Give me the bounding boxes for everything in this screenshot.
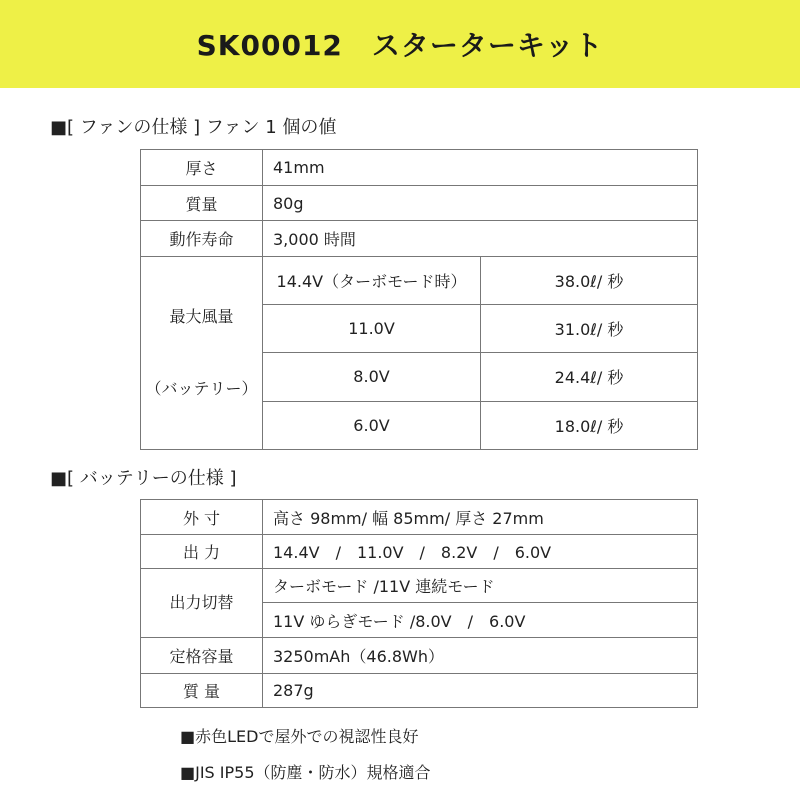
max-airflow-label <box>141 257 263 450</box>
airflow-value: 31.0ℓ/ 秒 <box>481 304 698 352</box>
output-value: 14.4V / 11.0V / 8.2V / 6.0V <box>263 535 698 569</box>
airflow-value: 38.0ℓ/ 秒 <box>481 257 698 305</box>
table-row <box>141 674 698 708</box>
airflow-value: 24.4ℓ/ 秒 <box>481 352 698 401</box>
airflow-mode: 8.0V <box>263 352 481 401</box>
capacity-value: 3250mAh（46.8Wh） <box>263 638 698 674</box>
thickness-label: 厚さ <box>141 150 263 186</box>
dimensions-label: 外 寸 <box>141 500 263 535</box>
battery-spec-table <box>140 499 698 708</box>
max-airflow-label-line2: （バッテリー） <box>145 379 258 398</box>
max-airflow-label-line1: 最大風量 <box>169 307 234 326</box>
thickness-value: 41mm <box>263 150 698 186</box>
airflow-mode: 14.4V（ターボモード時） <box>263 257 481 305</box>
table-row <box>141 257 698 305</box>
note-ip55: ■JIS IP55（防塵・防水）規格適合 <box>180 763 431 782</box>
runtime-label: 動作寿命 <box>141 221 263 257</box>
note-led: ■赤色LEDで屋外での視認性良好 <box>180 727 419 746</box>
airflow-mode: 6.0V <box>263 402 481 450</box>
table-row <box>141 569 698 603</box>
dimensions-value: 高さ 98mm/ 幅 85mm/ 厚さ 27mm <box>263 500 698 535</box>
table-row <box>141 221 698 257</box>
battery-mass-value: 287g <box>263 674 698 708</box>
airflow-value: 18.0ℓ/ 秒 <box>481 402 698 450</box>
output-label: 出 力 <box>141 535 263 569</box>
table-row <box>141 638 698 674</box>
switching-value-line2: 11V ゆらぎモード /8.0V / 6.0V <box>263 603 698 638</box>
fan-spec-table <box>140 149 698 450</box>
capacity-label: 定格容量 <box>141 638 263 674</box>
runtime-value: 3,000 時間 <box>263 221 698 257</box>
table-row <box>141 535 698 569</box>
page-title: SK00012 スターターキット <box>196 29 604 62</box>
fan-mass-label: 質量 <box>141 186 263 221</box>
airflow-mode: 11.0V <box>263 304 481 352</box>
fan-mass-value: 80g <box>263 186 698 221</box>
battery-mass-label: 質 量 <box>141 674 263 708</box>
switching-value-line1: ターボモード /11V 連続モード <box>263 569 698 603</box>
fan-section-title: ■[ ファンの仕様 ] ファン 1 個の値 <box>50 117 337 138</box>
table-row <box>141 186 698 221</box>
switching-label: 出力切替 <box>141 569 263 638</box>
title-banner <box>0 0 800 88</box>
table-row <box>141 500 698 535</box>
table-row <box>141 150 698 186</box>
battery-section-title: ■[ バッテリーの仕様 ] <box>50 468 237 489</box>
